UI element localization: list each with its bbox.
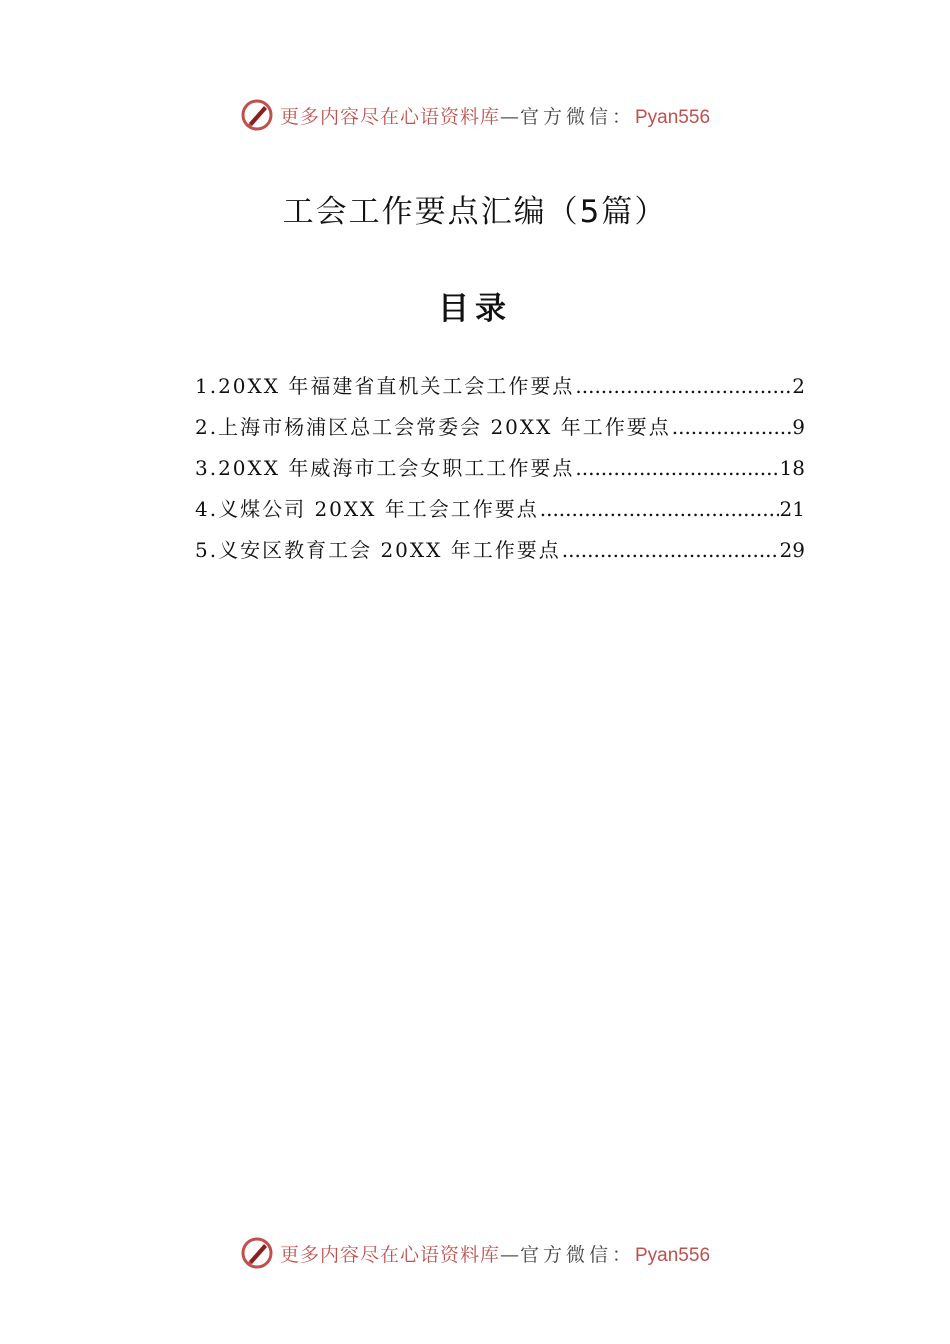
toc-item-page: 18 (779, 456, 805, 480)
toc-item-title: 3.20XX 年威海市工会女职工工作要点 (195, 456, 575, 480)
table-of-contents (195, 370, 805, 575)
toc-item-page: 21 (779, 497, 805, 521)
toc-item-title: 4.义煤公司 20XX 年工会工作要点 (195, 497, 539, 521)
toc-item-title: 1.20XX 年福建省直机关工会工作要点 (195, 374, 575, 398)
document-title: 工会工作要点汇编（5篇） (282, 194, 668, 230)
toc-item[interactable] (195, 452, 805, 493)
banner-text: 更多内容尽在心语资料库—官方微信：Pyan556 (279, 105, 711, 128)
toc-item[interactable] (195, 411, 805, 452)
footer-banner (0, 1233, 950, 1273)
toc-item-title: 2.上海市杨浦区总工会常委会 20XX 年工作要点 (195, 415, 671, 439)
toc-heading: 目录 (438, 291, 512, 327)
toc-leader (575, 456, 778, 480)
toc-leader (672, 415, 792, 439)
toc-leader (575, 374, 791, 398)
toc-item-page: 2 (792, 374, 805, 398)
header-banner (0, 95, 950, 135)
toc-item[interactable] (195, 370, 805, 411)
toc-item-page: 29 (779, 538, 805, 562)
toc-item-page: 9 (792, 415, 805, 439)
toc-leader (562, 538, 779, 562)
toc-item-title: 5.义安区教育工会 20XX 年工作要点 (195, 538, 561, 562)
banner-text: 更多内容尽在心语资料库—官方微信：Pyan556 (279, 1243, 711, 1266)
pen-circle-icon (240, 1236, 274, 1270)
toc-leader (540, 497, 779, 521)
toc-item[interactable] (195, 493, 805, 534)
pen-circle-icon (240, 98, 274, 132)
toc-item[interactable] (195, 534, 805, 575)
